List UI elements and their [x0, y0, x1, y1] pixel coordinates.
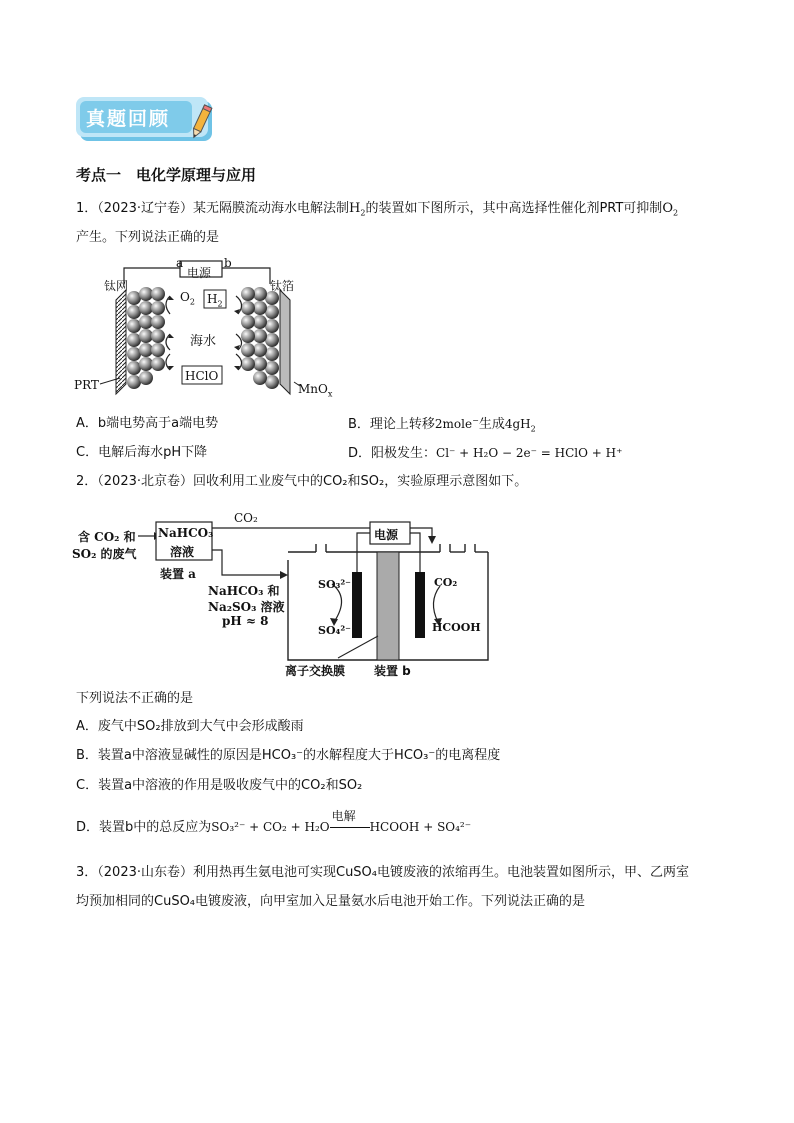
q2-fig-co2-right: CO₂	[434, 576, 458, 589]
q3-stem-line2: 均预加相同的CuSO₄电镀废液，向甲室加入足量氨水后电池开始工作。下列说法正确的是	[76, 894, 586, 909]
q1-fig-a: a	[176, 256, 184, 270]
q1-text-b: 的装置如下图所示，其中高选择性催化剂PRT可抑制	[365, 201, 663, 216]
q1-fig-o2: $O_2$	[180, 290, 195, 307]
q1-fig-right-label: 钛箔	[270, 279, 295, 293]
q1-fig-power: 电源	[187, 266, 212, 280]
q2-fig-gas-2: SO₂ 的废气	[72, 547, 137, 561]
q2-fig-co2-top: CO₂	[234, 511, 258, 525]
q1-fig-left-label: 钛网	[104, 279, 129, 293]
q2-fig-ph: pH ≈ 8	[222, 614, 269, 628]
q2-fig-sol-1: NaHCO₃ 和	[208, 584, 280, 598]
q2-fig-device-a: 装置 a	[160, 567, 196, 581]
q1-fig-b: b	[224, 256, 232, 270]
q1-o2: $O_2$	[662, 201, 679, 218]
q1-fig-seawater: 海水	[190, 334, 217, 349]
q2-fig-box-1: NaHCO₃	[158, 526, 214, 540]
q2-option-c: C．装置a中溶液的作用是吸收废气中的CO₂和SO₂	[76, 778, 363, 793]
q1-stem-line2: 产生。下列说法正确的是	[76, 230, 220, 245]
q1-fig-mnox: MnO$_x$	[298, 382, 333, 399]
q1-option-b: B．理论上转移2mole−生成$4gH_2$	[348, 416, 536, 434]
q2-fig-membrane: 离子交换膜	[285, 664, 346, 678]
q2-option-b: B．装置a中溶液显碱性的原因是HCO₃⁻的水解程度大于HCO₃⁻的电离程度	[76, 748, 501, 763]
q1-stem-line1	[76, 200, 678, 218]
q2-stem: 2．（2023·北京卷）回收利用工业废气中的CO₂和SO₂，实验原理示意图如下。	[76, 474, 528, 489]
q2-option-d: D．装置b中的总反应为SO₃²⁻ + CO₂ + H₂O 电解 HCOOH + SO₄²⁻	[76, 808, 472, 835]
q2-electrolysis-arrow: 电解	[330, 821, 370, 835]
q1-text-a: 1．（2023·辽宁卷）某无隔膜流动海水电解法制	[76, 201, 349, 216]
q2-fig-device-b: 装置 b	[374, 664, 411, 678]
q2-fig-hcooh: HCOOH	[432, 621, 481, 634]
q2-option-a: A．废气中SO₂排放到大气中会形成酸雨	[76, 719, 304, 734]
q1-option-d: D．阳极发生：Cl⁻ + H₂O − 2e⁻ = HClO + H⁺	[348, 446, 623, 461]
q1-option-a: A．b端电势高于a端电势	[76, 416, 219, 431]
q2-fig-so4: SO₄²⁻	[318, 624, 351, 637]
q2-question: 下列说法不正确的是	[76, 691, 194, 706]
pencil-icon	[188, 103, 214, 141]
banner-title: 真题回顾	[86, 108, 171, 130]
q1-option-c: C．电解后海水pH下降	[76, 445, 208, 460]
q1-fig-prt: PRT	[74, 378, 99, 392]
section-banner	[76, 97, 216, 143]
q2-fig-sol-2: Na₂SO₃ 溶液	[208, 600, 285, 614]
q1-fig-hclo: HClO	[185, 369, 219, 383]
q2-device-figure	[70, 498, 500, 683]
q2-fig-so3: SO₃²⁻	[318, 578, 351, 591]
section-title: 考点一 电化学原理与应用	[76, 166, 257, 184]
q2-fig-box-2: 溶液	[170, 545, 195, 559]
q1-fig-h2: $H_2$	[207, 292, 223, 309]
q2-fig-power: 电源	[374, 528, 399, 542]
q1-h2: $H_2$	[349, 201, 366, 218]
q3-stem-line1: 3．（2023·山东卷）利用热再生氨电池可实现CuSO₄电镀废液的浓缩再生。电池装置如图所示，甲、乙两室	[76, 865, 690, 880]
q2-fig-gas-1: 含 CO₂ 和	[78, 530, 136, 544]
